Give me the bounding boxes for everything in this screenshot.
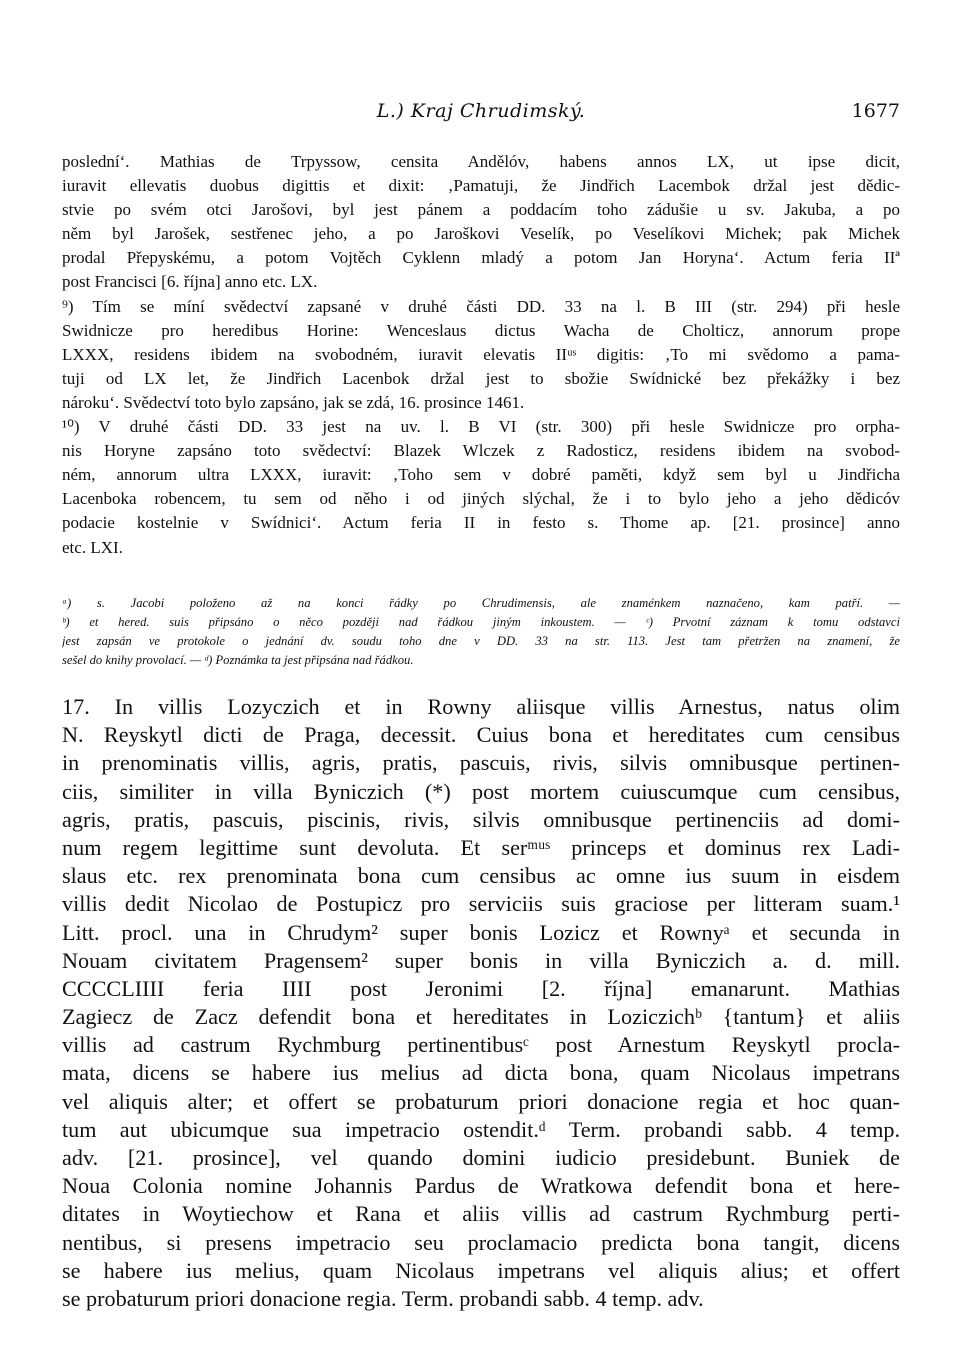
main-text-line: villis ad castrum Rychmburg pertinentibusᶜ post Arnestum Reyskytl procla- xyxy=(62,1032,900,1058)
main-text-line: in prenominatis villis, agris, pratis, pascuis, rivis, silvis omnibusque pertinen- xyxy=(62,750,900,776)
footnote-line: prodal Přepyskému, a potom Vojtěch Cyklenn mladý a potom Jan Horyna‘. Actum feria IIª xyxy=(62,248,900,268)
footnote-line: ¹⁰) V druhé části DD. 33 jest na uv. l. B VI (str. 300) při hesle Swidnicze pro orpha- xyxy=(62,417,900,437)
main-text-line: CCCCLIIII feria IIII post Jeronimi [2. října] emanarunt. Mathias xyxy=(62,975,900,1001)
main-text-block xyxy=(62,693,900,1313)
main-text-line: 17. In villis Lozyczich et in Rowny aliisque villis Arnestus, natus olim xyxy=(62,694,900,719)
main-text-line: slaus etc. rex prenominata bona cum censibus ac omne ius suum in eisdem xyxy=(62,863,900,889)
main-text-line: Zagiecz de Zacz defendit bona et hereditates in Loziczichᵇ {tantum} et aliis xyxy=(62,1004,900,1030)
footnote-line: nároku‘. Svědectví toto bylo zapsáno, jak se zdá, 16. prosince 1461. xyxy=(62,392,525,412)
footnote-line: post Francisci [6. října] anno etc. LX. xyxy=(62,272,318,292)
footnote-line: tuji od LX let, že Jindřich Lacenbok držal jest to sbožie Swídnické bez překážky i bez xyxy=(62,368,900,388)
footnote-line: LXXX, residens ibidem na svobodném, iuravit elevatis IIᵘˢ digitis: ‚To mi svědomo a pama- xyxy=(62,344,900,364)
running-title: L.) Kraj Chrudimský. xyxy=(376,100,586,122)
main-text-line: num regem legittime sunt devoluta. Et serᵐᵘˢ princeps et dominus rex Ladi- xyxy=(62,834,900,860)
footnote-text-block xyxy=(62,150,900,560)
footnote-line: Swidnicze pro heredibus Horine: Wenceslaus dictus Wacha de Cholticz, annorum prope xyxy=(62,320,900,340)
main-text-line: se habere ius melius, quam Nicolaus impetrans vel aliquis alius; et offert xyxy=(62,1257,900,1283)
apparatus-note-line: ᵃ) s. Jacobi položeno až na konci řádky po Chrudimensis, ale znaménkem naznačeno, kam patří. — xyxy=(62,596,900,610)
footnote-line: iuravit ellevatis duobus digittis et dixit: ‚Pamatuji, že Jindřich Lacembok držal jest dědic- xyxy=(62,176,900,196)
footnote-line: ⁹) Tím se míní svědectví zapsané v druhé části DD. 33 na l. B III (str. 294) při hesle xyxy=(62,296,900,316)
footnote-line: etc. LXI. xyxy=(62,537,123,557)
main-text-line: nentibus, si presens impetracio seu proclamacio predicta bona tangit, dicens xyxy=(62,1229,900,1255)
footnote-line: poslední‘. Mathias de Trpyssow, censita Andělóv, habens annos LX, ut ipse dicit, xyxy=(62,152,900,171)
main-text-line: vel aliquis alter; et offert se probaturum priori donacione regia et hoc quan- xyxy=(62,1088,900,1114)
main-text-line: mata, dicens se habere ius melius ad dicta bona, quam Nicolaus impetrans xyxy=(62,1060,900,1086)
apparatus-notes-block xyxy=(62,594,900,670)
main-text-line: Noua Colonia nomine Johannis Pardus de Wratkowa defendit bona et here- xyxy=(62,1173,900,1199)
main-text-line: agris, pratis, pascuis, piscinis, rivis, silvis omnibusque pertinenciis ad domi- xyxy=(62,806,900,832)
apparatus-note-line: sešel do knihy provolací. — ᵈ) Poznámka ta jest připsána nad řádkou. xyxy=(62,653,414,667)
running-header xyxy=(62,100,900,130)
footnote-line: podacie kostelnie v Swídnici‘. Actum feria II in festo s. Thome ap. [21. prosince] anno xyxy=(62,513,900,533)
apparatus-note-line: jest zapsán ve protokole o jednání dv. soudu toho dne v DD. 33 na str. 113. Jest tam přetržen na znamení, že xyxy=(62,634,900,648)
main-text-line: ditates in Woytiechow et Rana et aliis villis ad castrum Rychmburg perti- xyxy=(62,1201,900,1227)
main-text-line: tum aut ubicumque sua impetracio ostendit.ᵈ Term. probandi sabb. 4 temp. xyxy=(62,1116,900,1142)
main-text-line: se probaturum priori donacione regia. Term. probandi sabb. 4 temp. adv. xyxy=(62,1285,704,1311)
apparatus-note-line: ᵇ) et hered. suis připsáno o něco později nad řádkou jiným inkoustem. — ᶜ) Prvotní záznam k tomu odstavci xyxy=(62,615,900,629)
footnote-line: stvie po svém otci Jarošovi, byl jest pánem a poddacím toho zádušie u sv. Jakuba, a po xyxy=(62,200,900,220)
main-text-line: villis dedit Nicolao de Postupicz pro serviciis suis graciose per litteram suam.¹ xyxy=(62,891,900,917)
footnote-line: Lacenboka robencem, tu sem od něho i od jiných slýchal, že i to bylo jeho a jeho dědicóv xyxy=(62,489,900,509)
main-text-line: Nouam civitatem Pragensem² super bonis in villa Byniczich a. d. mill. xyxy=(62,947,900,973)
main-text-line: N. Reyskytl dicti de Praga, decessit. Cuius bona et hereditates cum censibus xyxy=(62,722,900,748)
footnote-line: ném, annorum ultra LXXX, iuravit: ‚Toho sem v dobré paměti, když sem byl u Jindřicha xyxy=(62,465,900,485)
footnote-line: nis Horyne zapsáno toto svědectví: Blazek Wlczek z Radosticz, residens ibidem na svobod- xyxy=(62,441,900,461)
main-text-line: ciis, similiter in villa Byniczich (*) post mortem cuiuscumque cum censibus, xyxy=(62,778,900,804)
page-number: 1677 xyxy=(851,100,900,122)
footnote-line: něm byl Jarošek, sestřenec jeho, a po Jaroškovi Veselík, po Veselíkovi Michek; pak Michek xyxy=(62,224,900,244)
main-text-line: Litt. procl. una in Chrudym² super bonis Lozicz et Rownyᵃ et secunda in xyxy=(62,919,900,945)
main-text-line: adv. [21. prosince], vel quando domini iudicio presidebunt. Buniek de xyxy=(62,1145,900,1170)
